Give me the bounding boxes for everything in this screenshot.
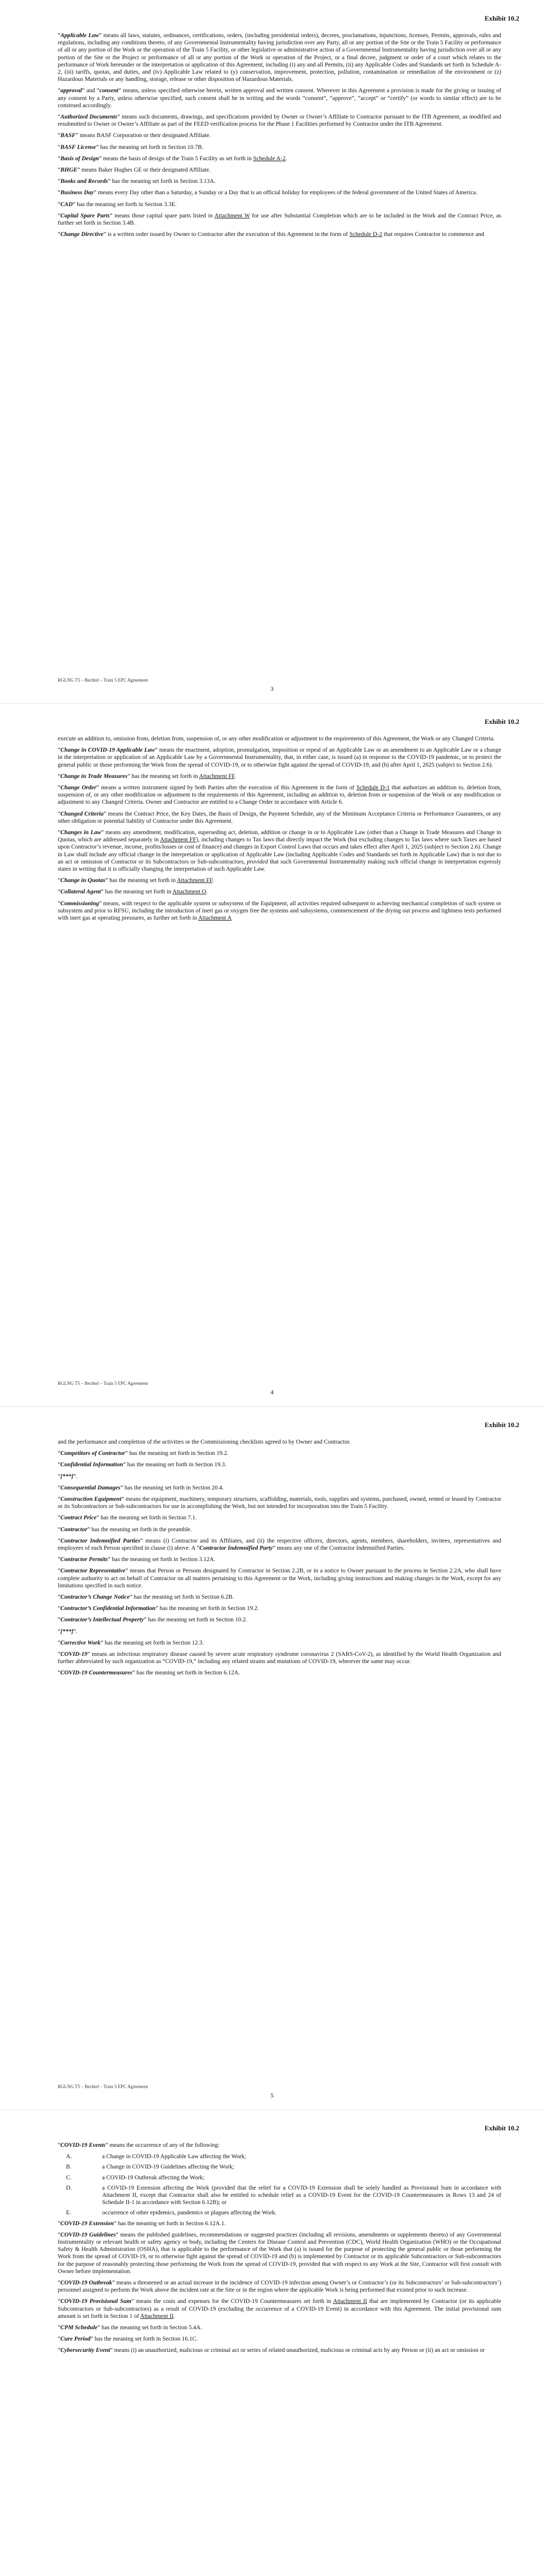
definition-paragraph xyxy=(58,1438,501,1446)
document-page-4 xyxy=(0,2110,544,2576)
body-text: ” and “ xyxy=(82,87,100,94)
page-body xyxy=(58,735,501,926)
defined-term: Cybersecurity Event xyxy=(60,2347,110,2354)
cross-reference: Attachment FF xyxy=(160,836,196,843)
body-text: execute an addition to, omission from, deletion from, suspension of, or any other modification or adjustment to the requirements of this Agreement, the Work or any Changed Criteria. xyxy=(58,735,495,742)
definition-paragraph xyxy=(58,2335,501,2343)
body-text: ” has the meaning set forth in Section 7.1. xyxy=(96,1514,197,1521)
definition-paragraph xyxy=(58,166,501,174)
cross-reference: Attachment W xyxy=(214,212,250,219)
body-text: ” has the meaning set forth in Section 19.2. xyxy=(125,1450,229,1457)
body-text: “ xyxy=(58,1605,61,1612)
body-text: ” means the basis of design of the Train 5 Facility as set forth in xyxy=(98,155,254,162)
body-text: ” means the costs and expenses for the COVID-19 Countermeasures set forth in xyxy=(131,2298,333,2305)
body-text: ” means those capital spare parts listed in xyxy=(109,212,215,219)
exhibit-label: Exhibit 10.2 xyxy=(484,2124,519,2132)
body-text: ” means BASF Corporation or their designated Affiliate. xyxy=(75,132,211,139)
definition-paragraph xyxy=(58,1461,501,1468)
definition-paragraph xyxy=(58,2279,501,2294)
body-text: that authorizes an addition to, deletion from, suspension of, or any other modification or adjustment to the requirements of this Agreement, including an addition to, deletion from or suspension of the Work or any modification or adjustment to any Changed Criteria. Owner and Contractor are entitled to a Change Order in accordance with Article 6. xyxy=(58,784,501,806)
body-text: “ xyxy=(58,200,61,208)
body-text: for use after Substantial Completion which are to be included in the Work and the Contract Price, as further set forth in Section 3.4B. xyxy=(58,212,501,227)
body-text: . xyxy=(206,888,208,895)
body-text: “ xyxy=(58,212,61,219)
body-text: “ xyxy=(58,1628,61,1635)
defined-term: Change Order xyxy=(60,784,96,791)
body-text: “ xyxy=(58,2347,61,2354)
body-text: ” means any amendment, modification, superseding act, deletion, addition or change in or to Applicable Law (other than a Change in Trade Measures and Change in Quotas, which are addressed separately in xyxy=(58,829,501,843)
body-text: “ xyxy=(58,2142,61,2148)
list-item xyxy=(58,2184,501,2207)
body-text: “ xyxy=(58,166,61,174)
cross-reference: Attachment O xyxy=(172,888,206,895)
list-item-text: occurrence of other epidemics, pandemics or plagues affecting the Work. xyxy=(102,2209,277,2216)
page-footer: RGLNG T5 – Bechtel – Train 5 EPC Agreement xyxy=(58,677,148,683)
definition-paragraph xyxy=(58,1594,501,1601)
page-body xyxy=(58,32,501,242)
body-text: “ xyxy=(58,2231,61,2238)
definition-paragraph xyxy=(58,2220,501,2227)
document-page-2 xyxy=(0,703,544,1406)
defined-term: COVID-19 Events xyxy=(60,2142,106,2148)
list-item-letter: A. xyxy=(66,2153,72,2160)
definition-paragraph xyxy=(58,1669,501,1676)
definition-paragraph xyxy=(58,132,501,139)
body-text: “ xyxy=(58,2279,61,2286)
definition-paragraph xyxy=(58,1556,501,1563)
body-text: “ xyxy=(58,2324,61,2331)
body-text: “ xyxy=(58,189,61,196)
defined-term: Contractor Permits xyxy=(60,1556,108,1563)
definition-paragraph xyxy=(58,900,501,922)
list-item-letter: E. xyxy=(66,2209,71,2216)
definition-paragraph xyxy=(58,32,501,83)
body-text: “ xyxy=(58,810,61,817)
body-text: ” is a written order issued by Owner to Contractor after the execution of this Agreement in the form of xyxy=(103,231,350,238)
definition-paragraph xyxy=(58,2324,501,2331)
list-item-text: a COVID-19 Extension affecting the Work (provided that the relief for a COVID-19 Extension shall be solely handled as Provisional Sum in accordance with Attachment II, except that Contractor shall also be entitled to schedule relief as a COVID-19 Event for the COVID-19 Countermeasures in Rows 13 and 24 of Schedule II-1 in accordance with Section 6.12B); or xyxy=(102,2184,501,2206)
definition-paragraph xyxy=(58,1639,501,1647)
definition-paragraph xyxy=(58,87,501,109)
body-text: “ xyxy=(58,143,61,150)
defined-term: Contractor Representative xyxy=(60,1567,126,1574)
body-text: ” means all laws, statutes, ordinances, certifications, orders, (including presidential orders), decrees, proclamations, injunctions, licenses, Permits, approvals, rules and regulations, including any conditions thereto, of any Governmental Instrumentality having jurisdiction over any Party, all or any portion of the Site or the Train 5 Facility or performance of all or any portion of the Work or the operation of the Train 5 Facility, or other legislative or administrative action of a Governmental Instrumentality having jurisdiction over all or any portion of the Site or the Project or performance of all or any portion of the Work or operation of the Project, or a final decree, judgment or order of a court which relates to the performance of Work hereunder or the interpretation or application of this Agreement, including (i) any and all Permits, (ii) any Applicable Codes and Standards set forth in Schedule A-2, (iii) tariffs, quotas, and duties, and (iv) Applicable Law related to (y) conservation, improvement, protection, pollution, contamination or remediation of the environment or (z) Hazardous Materials or any handling, storage, release or other disposition of Hazardous Materials. xyxy=(58,32,501,83)
definition-paragraph xyxy=(58,155,501,162)
body-text: “ xyxy=(58,1594,61,1601)
defined-term: CPM Schedule xyxy=(60,2324,97,2331)
definition-paragraph xyxy=(58,231,501,238)
defined-term: Change Directive xyxy=(60,231,104,238)
page-number: 5 xyxy=(270,2092,274,2099)
defined-term: Basis of Design xyxy=(60,155,99,162)
list-item-text: a COVID-19 Outbreak affecting the Work; xyxy=(102,2174,205,2181)
body-text: ” means the Contract Price, the Key Dates, the Basis of Design, the Payment Schedule, any of the Minimum Acceptance Criteria or Performance Guarantees, or any other obligation or potential liability of Contractor under this Agreement. xyxy=(58,810,501,824)
defined-term: Business Day xyxy=(60,189,94,196)
defined-term: Cure Period xyxy=(60,2335,91,2343)
defined-term: BASF xyxy=(60,132,76,139)
page-number: 3 xyxy=(270,685,274,692)
body-text: ”. xyxy=(73,1472,78,1480)
definition-paragraph xyxy=(58,773,501,780)
cross-reference: Attachment II xyxy=(333,2298,367,2305)
document-page-3 xyxy=(0,1406,544,2110)
body-text: ” has the meaning set forth in Section 6.2B. xyxy=(129,1594,234,1601)
body-text: “ xyxy=(58,2219,61,2227)
body-text: ” has the meaning set forth in Section 19.2. xyxy=(155,1605,259,1612)
definition-paragraph xyxy=(58,1567,501,1589)
defined-term: [***] xyxy=(60,1628,74,1635)
body-text: ” has the meaning set forth in Section 19.3. xyxy=(123,1461,226,1468)
body-text: ” has the meaning set forth in Section 16.1C. xyxy=(90,2335,198,2343)
body-text: “ xyxy=(58,87,61,94)
definition-paragraph xyxy=(58,201,501,208)
body-text: “ xyxy=(58,1472,61,1480)
definition-paragraph xyxy=(58,735,501,742)
defined-term: COVID-19 Provisional Sum xyxy=(60,2298,131,2305)
defined-term: Construction Equipment xyxy=(60,1496,122,1503)
defined-term: Capital Spare Parts xyxy=(60,212,110,219)
page-body xyxy=(58,2142,501,2359)
body-text: . xyxy=(285,155,287,162)
body-text: “ xyxy=(58,1556,61,1563)
list-item xyxy=(58,2153,501,2160)
definition-paragraph xyxy=(58,1628,501,1635)
page-number: 4 xyxy=(270,1388,274,1396)
cross-reference: Schedule D-1 xyxy=(356,784,390,791)
defined-term: Contractor’s Change Notice xyxy=(60,1594,130,1601)
body-text: “ xyxy=(58,1567,61,1574)
defined-term: BHGE xyxy=(60,166,78,174)
body-text: “ xyxy=(58,1484,61,1491)
page-divider xyxy=(0,1406,544,1407)
page-footer: RGLNG T5 – Bechtel – Train 5 EPC Agreement xyxy=(58,1381,148,1386)
list-item-letter: D. xyxy=(66,2184,72,2191)
defined-term: Contractor xyxy=(60,1526,88,1533)
page-footer: RGLNG T5 – Bechtel – Train 5 EPC Agreement xyxy=(58,2084,148,2089)
list-item xyxy=(58,2209,501,2216)
body-text: ), including changes to Tax laws that directly impact the Work (but excluding changes to Tax laws where such Taxes are based upon Contractor’s revenue, income, profits/losses or cost of finance) and changes in Export Control Laws that occurs and takes effect after April 1, 2025 (subject to Section 2.6). Change in Law shall include any official change in the interpretation or application of Applicable Law (including Applicable Codes and Standards set forth in Applicable Law) that is not due to an act or omission of Contractor or its Subcontractors or Sub-subcontractors, xyxy=(58,836,501,865)
defined-term: consent xyxy=(99,87,119,94)
cross-reference: Schedule D-2 xyxy=(349,231,383,238)
body-text: ” means such documents, drawings, and specifications provided by Owner or Owner’s Affiliate to Contractor pursuant to the ITB Agreement, as modified and resubmitted to Owner or Owner’s Affiliate as part of the FEED verification process for the Phase 1 Facilities performed by Contractor under the ITB Agreement. xyxy=(58,113,502,128)
defined-term: Changes in Law xyxy=(60,829,102,836)
body-text: “ xyxy=(58,1537,61,1544)
definition-paragraph xyxy=(58,1616,501,1623)
body-text: ” means the occurrence of any of the following: xyxy=(105,2142,220,2148)
body-text: ” means a written instrument signed by both Parties after the execution of this Agreement in the form of xyxy=(96,784,357,791)
definition-paragraph xyxy=(58,189,501,196)
body-text: . xyxy=(173,2312,175,2319)
defined-term: Corrective Work xyxy=(60,1639,101,1646)
body-text: “ xyxy=(58,2298,61,2305)
body-text: “ xyxy=(58,1669,61,1676)
exhibit-label: Exhibit 10.2 xyxy=(484,718,519,725)
body-text: ” has the meaning set forth in Section 6.12A. xyxy=(132,1669,240,1676)
body-text: ”. xyxy=(73,1628,78,1635)
definition-paragraph xyxy=(58,2347,501,2354)
body-text: ” means the enactment, adoption, promulgation, imposition or repeal of an Applicable Law or an amendment to an Applicable Law or a change in the interpretation or application of an Applicable Law by a Governmental Instrumentality, that, in either case, is issued (a) in response to the COVID-19 pandemic, or to protect the general public or those performing the Work from the spread of COVID-19, or to otherwise fight against the spread of COVID-19, and (b) after April 1, 2025 (subject to Section 2.6). xyxy=(58,747,501,768)
body-text: that are implemented by Contractor (or its applicable Subcontractors or Sub-subcontractors) as a result of COVID-19 (excluding the occurrence of a COVID-19 Event) in accordance with this Agreement. The initial provisional sum amount is set forth in Section 1 of xyxy=(58,2298,501,2319)
body-text: “ xyxy=(58,1526,61,1533)
body-text: ” has the meaning set forth in Section 3.13A. xyxy=(108,178,216,185)
defined-term: [***] xyxy=(60,1472,74,1480)
body-text: “ xyxy=(58,1450,61,1457)
defined-term: Contractor’s Confidential Information xyxy=(60,1605,156,1612)
body-text: ” means (i) Contractor and its Affiliates, and (ii) the respective officers, directors, agents, members, shareholders, invitees, representatives and employees of each Person specified in clause (i) above. A “ xyxy=(58,1537,501,1552)
body-text: ” has the meaning set forth in Section 6.12A.1. xyxy=(113,2219,226,2227)
list-item xyxy=(58,2163,501,2171)
body-text: . xyxy=(234,772,236,779)
body-text: “ xyxy=(58,2335,61,2343)
body-text: “ xyxy=(58,1461,61,1468)
defined-term: Authorized Documents xyxy=(60,113,118,121)
body-text: “ xyxy=(58,1651,61,1658)
defined-term: Change in Quotas xyxy=(60,877,106,884)
defined-term: COVID-19 Countermeasures xyxy=(60,1669,133,1676)
defined-term: Contractor Indemnified Party xyxy=(199,1545,273,1552)
definition-paragraph xyxy=(58,113,501,128)
defined-term: Confidential Information xyxy=(60,1461,123,1468)
defined-term: Competitors of Contractor xyxy=(60,1450,125,1457)
body-text: “ xyxy=(58,888,61,895)
body-text: ” has the meaning set forth in Section 3.3E. xyxy=(73,200,177,208)
defined-term: Commissioning xyxy=(60,900,99,907)
defined-term: Change in COVID-19 Applicable Law xyxy=(60,747,155,754)
cross-reference: Schedule A-2 xyxy=(253,155,286,162)
definition-paragraph xyxy=(58,1605,501,1612)
body-text: ” has the meaning set forth in Section 12.3. xyxy=(100,1639,204,1646)
definition-paragraph xyxy=(58,829,501,873)
body-text: “ xyxy=(58,747,61,754)
body-text: ” has the meaning set forth in the preamble. xyxy=(87,1526,192,1533)
defined-term: Change in Trade Measures xyxy=(60,772,128,779)
definition-paragraph xyxy=(58,747,501,769)
body-text: “ xyxy=(58,231,61,238)
defined-term: Collateral Agent xyxy=(60,888,101,895)
definition-paragraph xyxy=(58,877,501,884)
body-text: “ xyxy=(58,877,61,884)
page-body xyxy=(58,1438,501,1681)
body-text: “ xyxy=(58,1496,61,1503)
body-text: “ xyxy=(58,1616,61,1623)
body-text: ” has the meaning set forth in xyxy=(101,888,173,895)
body-text: ” means any one of the Contractor Indemnified Parties. xyxy=(272,1545,405,1552)
body-text: “ xyxy=(58,132,61,139)
body-text: ” has the meaning set forth in xyxy=(127,772,199,779)
defined-term: Contractor Indemnified Parties xyxy=(60,1537,140,1544)
body-text: “ xyxy=(58,829,61,836)
body-text: “ xyxy=(58,784,61,791)
defined-term: Contractor’s Intellectual Property xyxy=(60,1616,144,1623)
body-text: ” has the meaning set forth in Section 3.12A. xyxy=(107,1556,216,1563)
cross-reference: Attachment A xyxy=(198,914,232,922)
cross-reference: Attachment II xyxy=(140,2312,174,2319)
defined-term: approval xyxy=(60,87,83,94)
body-text: “ xyxy=(58,772,61,779)
body-text: “ xyxy=(58,178,61,185)
body-text: ” means an infectious respiratory disease caused by severe acute respiratory syndrome coronavirus 2 (SARS-CoV-2), as identified by the World Health Organization and further abbreviated by such organization as “COVID-19,” including any related strains and mutations of COVID-19, wherever the same may occur. xyxy=(58,1651,501,1665)
definition-paragraph xyxy=(58,1496,501,1510)
definition-paragraph xyxy=(58,888,501,895)
exhibit-label: Exhibit 10.2 xyxy=(484,14,519,22)
body-text: ” means that Person or Persons designated by Contractor in Section 2.2B, or in a notice to Owner pursuant to the process in Section 2.2A, who shall have complete authority to act on behalf of Contractor on all matters pertaining to this Agreement or the Work, including giving instructions and making changes in the Work, except for any limitations specified in such notice. xyxy=(58,1567,501,1589)
definition-paragraph xyxy=(58,1537,501,1552)
defined-term: COVID-19 Extension xyxy=(60,2219,114,2227)
defined-term: Books and Records xyxy=(60,178,108,185)
definition-paragraph xyxy=(58,1514,501,1521)
definition-paragraph xyxy=(58,2298,501,2320)
cross-reference: Attachment FF xyxy=(176,877,212,884)
list-item-text: a Change in COVID-19 Applicable Law affecting the Work; xyxy=(102,2153,246,2160)
defined-term: Changed Criteria xyxy=(60,810,104,817)
body-text: ” has the meaning set forth in Section 5.4A. xyxy=(97,2324,202,2331)
emphasis-text: provided xyxy=(246,858,268,865)
body-text: that requires Contractor to commence and xyxy=(382,231,484,238)
defined-term: COVID-19 Guidelines xyxy=(60,2231,116,2238)
body-text: ” means every Day other than a Saturday, a Sunday or a Day that is an official holiday for employees of the federal government of the United States of America. xyxy=(93,189,477,196)
body-text: “ xyxy=(58,113,61,121)
definition-paragraph xyxy=(58,784,501,806)
definition-paragraph xyxy=(58,1526,501,1533)
definition-paragraph xyxy=(58,810,501,825)
body-text: ” has the meaning set forth in Section 20.4. xyxy=(120,1484,224,1491)
body-text: ” means (i) an unauthorized, malicious or criminal act or series of related unauthorized, malicious or criminal acts by any Person or (ii) an act or omission or xyxy=(110,2347,485,2354)
definition-paragraph xyxy=(58,178,501,185)
body-text: ” has the meaning set forth in Section 10.7B. xyxy=(96,143,204,150)
body-text: ” has the meaning set forth in xyxy=(105,877,177,884)
defined-term: COVID-19 xyxy=(60,1651,88,1658)
page-divider xyxy=(0,703,544,704)
body-text: “ xyxy=(58,900,61,907)
defined-term: CAD xyxy=(60,200,73,208)
body-text: and the performance and completion of the activities or the Commissioning checklists agreed to by Owner and Contractor. xyxy=(58,1438,351,1445)
body-text: ” means, with respect to the applicable system or subsystem of the Equipment, all activities required subsequent to achieving mechanical completion of such system or subsystem and prior to RFSU, including the introduction of inert gas or oxygen free the systems and subsystems, commencement of the drying out process and tightness tests performed with inert gas at operating pressures, as further set forth in xyxy=(58,900,501,922)
body-text: . xyxy=(212,877,214,884)
body-text: ” means Baker Hughes GE or their designated Affiliate. xyxy=(77,166,211,174)
body-text: ” means a threatened or an actual increase in the incidence of COVID-19 infection among Owner’s or Contractor’s (or its Subcontractors’ or Sub-subcontractors’) personnel assigned to perform the Work above the incident rate at the Site or in the region where the applicable Work is being performed that existed prior to such increase. xyxy=(58,2279,501,2294)
body-text: “ xyxy=(58,155,61,162)
body-text: ” means, unless specified otherwise herein, written approval and written consent. Wherever in this Agreement a provision is made for the giving or issuing of any consent by a Party, unless otherwise specified, such consent shall be in writing and the words “consent”, “approve”, “accept” or “certify” (or words to similar effect) are to be construed accordingly. xyxy=(58,87,501,109)
list-item-text: a Change in COVID-19 Guidelines affecting the Work; xyxy=(102,2163,234,2171)
definition-paragraph xyxy=(58,1473,501,1480)
definition-paragraph xyxy=(58,2231,501,2275)
body-text: “ xyxy=(58,32,61,39)
definition-paragraph xyxy=(58,144,501,151)
document-page-1 xyxy=(0,0,544,703)
defined-term: Consequential Damages xyxy=(60,1484,121,1491)
definition-paragraph xyxy=(58,1450,501,1457)
body-text: ” means the published guidelines, recommendations or suggested practices (including all revisions, amendments or supplements thereto) of any Governmental Instrumentality or relevant health or safety agency or body, including the Centers for Disease Control and Prevention (CDC), World Health Organization (WHO) or the Occupational Safety & Health Administration (OSHA), that is applicable to the performance of the Work that (a) is issued for the purpose of protecting the general public or those performing the Work from the spread of COVID-19, or to otherwise fight against the spread of COVID-19 and (b) is implemented by Contractor or its applicable Subcontractors or Sub-subcontractors for the purpose of reasonably protecting those performing the Work from the spread of COVID-19, provided that with respect to any Work at the Site, Contractor will first consult with Owner before implementation. xyxy=(58,2231,501,2275)
list-item xyxy=(58,2174,501,2181)
body-text: “ xyxy=(58,1639,61,1646)
body-text: ” has the meaning set forth in Section 10.2. xyxy=(144,1616,248,1623)
definition-paragraph xyxy=(58,1651,501,1665)
defined-term: Contract Price xyxy=(60,1514,97,1521)
body-text: “ xyxy=(58,1514,61,1521)
body-text: ” means the equipment, machinery, temporary structures, scaffolding, materials, tools, supplies and systems, purchased, owned, rented or leased by Contractor or its Subcontractors or Sub-subcontractors for use in accomplishing the Work, but not intended for incorporation into the Train 5 Facility. xyxy=(58,1496,501,1510)
cross-reference: Attachment FF xyxy=(199,772,235,779)
defined-term: COVID-19 Outbreak xyxy=(60,2279,112,2286)
body-text: that such Governmental Instrumentality making such official change in interpretation expressly states in writing that it is officially changing the interpretation of such Applicable Law. xyxy=(58,858,501,873)
list-item-letter: B. xyxy=(66,2163,72,2171)
defined-term: Applicable Law xyxy=(60,32,99,39)
defined-term: BASF License xyxy=(60,143,96,150)
definition-paragraph xyxy=(58,1484,501,1492)
definition-paragraph xyxy=(58,212,501,227)
exhibit-label: Exhibit 10.2 xyxy=(484,1421,519,1429)
list-item-letter: C. xyxy=(66,2174,72,2181)
definition-paragraph xyxy=(58,2142,501,2149)
